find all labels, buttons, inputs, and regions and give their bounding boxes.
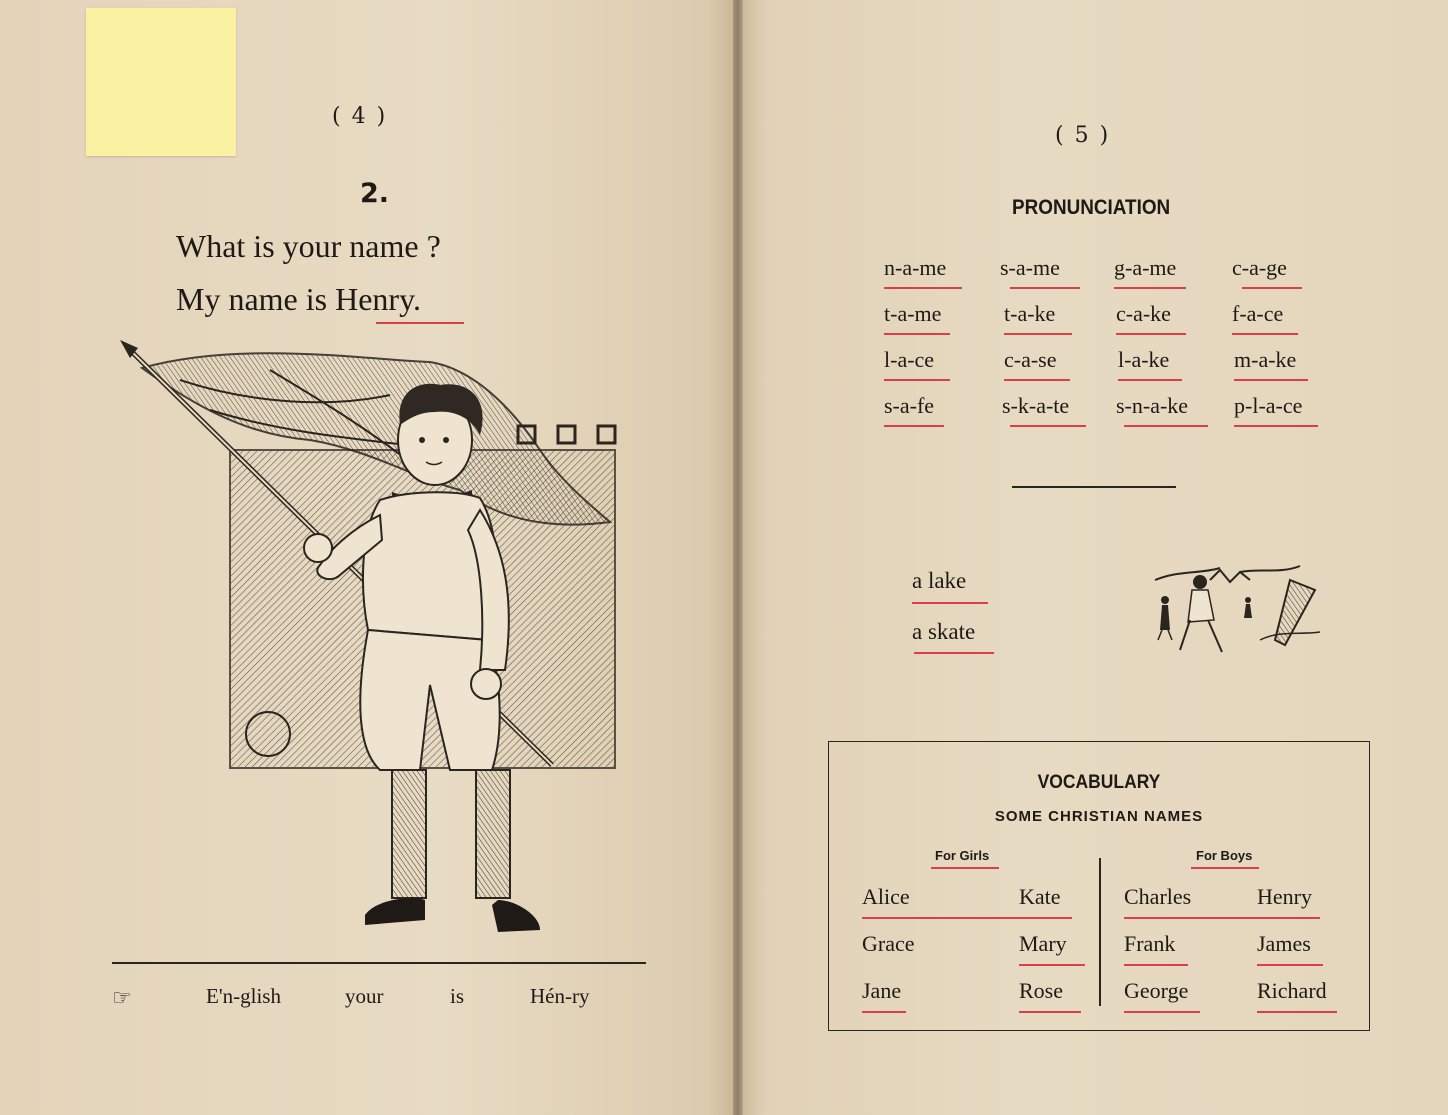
skaters-illustration [1150,560,1325,660]
pron-word: t-a-ke [1004,301,1055,327]
pron-word: s-k-a-te [1002,393,1069,419]
girl-name: Kate [1019,884,1061,909]
pron-word: g-a-me [1114,255,1176,281]
question-sentence: What is your name ? [176,228,441,264]
girl-name: Jane [862,978,901,1004]
pron-word: t-a-me [884,301,941,327]
word-lake: a lake [912,568,967,593]
pron-word: c-a-ge [1232,255,1287,281]
word-skate-underline [914,652,994,654]
vocabulary-column-divider [1099,858,1101,1006]
pron-word: c-a-ke [1116,301,1171,327]
pron-word: s-n-a-ke [1116,393,1188,419]
page-number-left: ( 4 ) [332,104,388,129]
pron-word: f-a-ce [1232,301,1283,327]
girls-heading: For Girls [935,848,990,863]
pron-word: l-a-ce [884,347,934,373]
vocabulary-subtitle: SOME CHRISTIAN NAMES [994,808,1204,825]
girl-name: Rose [1019,978,1063,1004]
pronunciation-row [884,255,1324,301]
boys-heading: For Boys [1196,848,1253,863]
word-lake-underline [912,602,988,604]
girls-heading-underline [931,867,999,869]
hint-word-4: Hén-ry [530,984,590,1008]
answer-prefix: My name is [176,281,328,317]
section-divider [1012,486,1176,488]
girl-name: Grace [862,931,915,956]
pron-word: m-a-ke [1234,347,1296,373]
answer-sentence [176,281,421,318]
word-skate: a skate [912,619,976,644]
hint-divider [112,962,646,964]
vocabulary-title: VOCABULARY [1037,772,1161,793]
hint-word-2: your [345,984,384,1008]
boy-name: James [1257,931,1311,957]
pron-word: p-l-a-ce [1234,393,1302,419]
boy-name: Frank [1124,931,1175,957]
hint-word-1: E'n-glish [206,984,281,1008]
pronunciation-row [884,393,1324,439]
boy-name: Henry [1257,884,1312,909]
boy-name: George [1124,978,1188,1004]
sticky-note [86,8,236,156]
boys-heading-underline [1191,867,1259,869]
answer-name: Henry. [335,281,421,317]
girl-name: Alice [862,884,910,910]
pron-word: n-a-me [884,255,946,281]
girl-name: Mary [1019,931,1067,957]
pron-word: s-a-me [1000,255,1060,281]
boy-name: Charles [1124,884,1191,910]
pronunciation-row [884,301,1324,347]
pron-word: s-a-fe [884,393,934,419]
page-number-right: ( 5 ) [1055,123,1111,148]
pronunciation-row [884,347,1324,393]
pron-word: l-a-ke [1118,347,1169,373]
lesson-number: 2. [360,178,390,209]
vocabulary-box [828,741,1370,1031]
pronunciation-title: PRONUNCIATION [1012,196,1171,219]
hint-word-3: is [450,984,465,1008]
boy-name: Richard [1257,978,1327,1004]
boy-with-flag-illustration [120,340,640,950]
pron-word: c-a-se [1004,347,1057,373]
pointing-hand-icon: ☞ [112,986,132,1011]
pronunciation-grid [884,255,1324,439]
book-spine [733,0,743,1115]
answer-underline [376,322,464,324]
